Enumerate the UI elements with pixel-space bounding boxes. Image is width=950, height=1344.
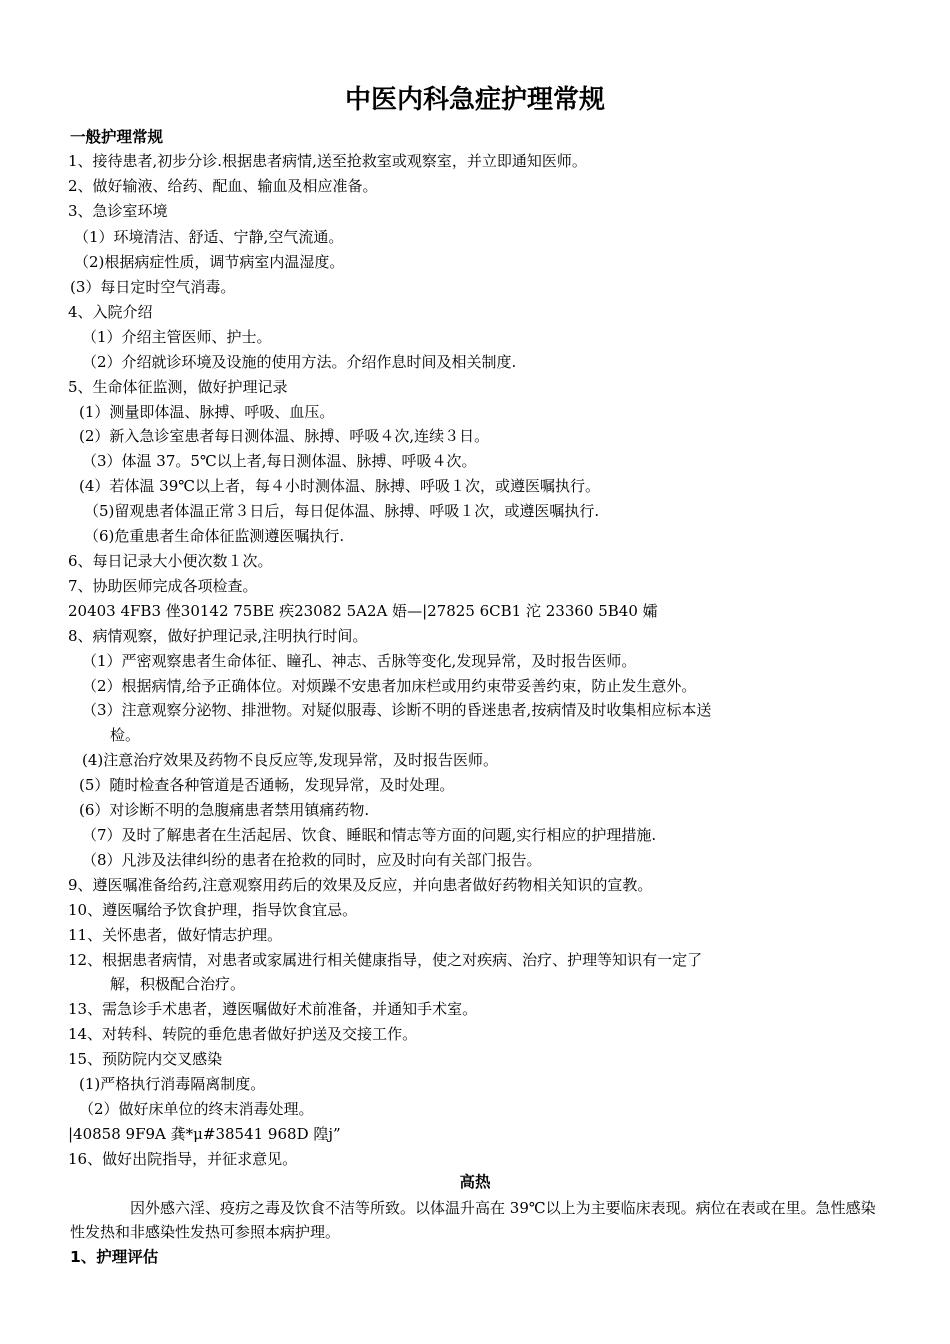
general-care-line: （3）注意观察分泌物、排泄物。对疑似服毒、诊断不明的昏迷患者,按病情及时收集相应标本送 (82, 701, 712, 719)
general-care-line: 10、遵医嘱给予饮食护理，指导饮食宜忌。 (68, 901, 358, 919)
general-care-line: 14、对转科、转院的垂危患者做好护送及交接工作。 (68, 1025, 418, 1043)
general-care-line: （1）环境清洁、舒适、宁静,空气流通。 (74, 228, 344, 246)
general-care-line: (2）新入急诊室患者每日测体温、脉搏、呼吸４次,连续３日。 (79, 427, 490, 445)
general-care-line: (3）每日定时空气消毒。 (70, 278, 236, 296)
general-care-line: 11、关怀患者，做好情志护理。 (68, 926, 283, 944)
general-care-line: （2）介绍就诊环境及设施的使用方法。介绍作息时间及相关制度. (82, 353, 517, 371)
general-care-line: 2、做好输液、给药、配血、输血及相应准备。 (68, 177, 378, 195)
fever-sub-heading: 1、护理评估 (70, 1248, 159, 1266)
general-care-line: 8、病情观察，做好护理记录,注明执行时间。 (68, 627, 368, 645)
general-care-line: （1）介绍主管医师、护士。 (82, 328, 272, 346)
general-care-line: |40858 9F9A 龚*μ#38541 968D 隍j” (68, 1125, 341, 1143)
general-care-line: (1)严格执行消毒隔离制度。 (79, 1075, 266, 1093)
general-care-line: 5、生命体征监测，做好护理记录 (68, 378, 288, 396)
general-care-line: （7）及时了解患者在生活起居、饮食、睡眠和情志等方面的问题,实行相应的护理措施. (82, 826, 657, 844)
general-care-line: (4)注意治疗效果及药物不良反应等,发现异常，及时报告医师。 (82, 751, 499, 769)
general-care-line: 检。 (110, 726, 141, 744)
general-care-line: （5)留观患者体温正常３日后，每日促体温、脉搏、呼吸１次，或遵医嘱执行. (84, 502, 600, 520)
general-care-line: 20403 4FB3 侳30142 75BE 疾23082 5A2A 娪—|27825 6CB1 沱 23360 5B40 孀 (68, 602, 658, 620)
section-heading-general: 一般护理常规 (70, 128, 164, 146)
general-care-line: 7、协助医师完成各项检查。 (68, 577, 258, 595)
general-care-line: 3、急诊室环境 (68, 202, 168, 220)
general-care-line: 4、入院介绍 (68, 303, 153, 321)
general-care-line: 13、需急诊手术患者，遵医嘱做好术前准备，并通知手术室。 (68, 1000, 478, 1018)
section-heading-fever: 高热 (459, 1173, 491, 1191)
fever-intro-paragraph: 因外感六淫、疫疠之毒及饮食不洁等所致。以体温升高在 39℃以上为主要临床表现。病位在表或在里。急性感染性发热和非感染性发热可参照本病护理。 (70, 1199, 876, 1241)
general-care-line: 9、遵医嘱准备给药,注意观察用药后的效果及反应，并向患者做好药物相关知识的宣教。 (68, 876, 653, 894)
general-care-line: 15、预防院内交叉感染 (68, 1050, 223, 1068)
general-care-line: （3）体温 37。5℃以上者,每日测体温、脉搏、呼吸４次。 (82, 452, 477, 470)
general-care-line: （2）做好床单位的终末消毒处理。 (79, 1100, 314, 1118)
general-care-line: 解，积极配合治疗。 (110, 975, 246, 993)
general-care-line: （2)根据病症性质，调节病室内温湿度。 (74, 253, 345, 271)
general-care-line: 6、每日记录大小便次数１次。 (68, 552, 273, 570)
general-care-line: （1）严密观察患者生命体征、瞳孔、神志、舌脉等变化,发现异常，及时报告医师。 (82, 652, 637, 670)
general-care-line: （2）根据病情,给予正确体位。对烦躁不安患者加床栏或用约束带妥善约束，防止发生意外。 (82, 677, 697, 695)
general-care-line: (4）若体温 39℃以上者，每４小时测体温、脉搏、呼吸１次，或遵医嘱执行。 (79, 477, 601, 495)
general-care-line: (1）测量即体温、脉搏、呼吸、血压。 (79, 403, 335, 421)
general-care-line: 16、做好出院指导，并征求意见。 (68, 1150, 298, 1168)
general-care-line: 12、根据患者病情，对患者或家属进行相关健康指导，使之对疾病、治疗、护理等知识有一定了 (68, 951, 703, 969)
general-care-line: 1、接待患者,初步分诊.根据患者病情,送至抢救室或观察室，并立即通知医师。 (68, 152, 587, 170)
general-care-line: （6)危重患者生命体征监测遵医嘱执行. (84, 527, 345, 545)
page-title: 中医内科急症护理常规 (344, 85, 605, 115)
general-care-line: (5）随时检查各种管道是否通畅，发现异常，及时处理。 (79, 776, 455, 794)
general-care-line: (6）对诊断不明的急腹痛患者禁用镇痛药物. (79, 801, 370, 819)
general-care-line: （8）凡涉及法律纠纷的患者在抢救的同时，应及时向有关部门报告。 (82, 851, 542, 869)
